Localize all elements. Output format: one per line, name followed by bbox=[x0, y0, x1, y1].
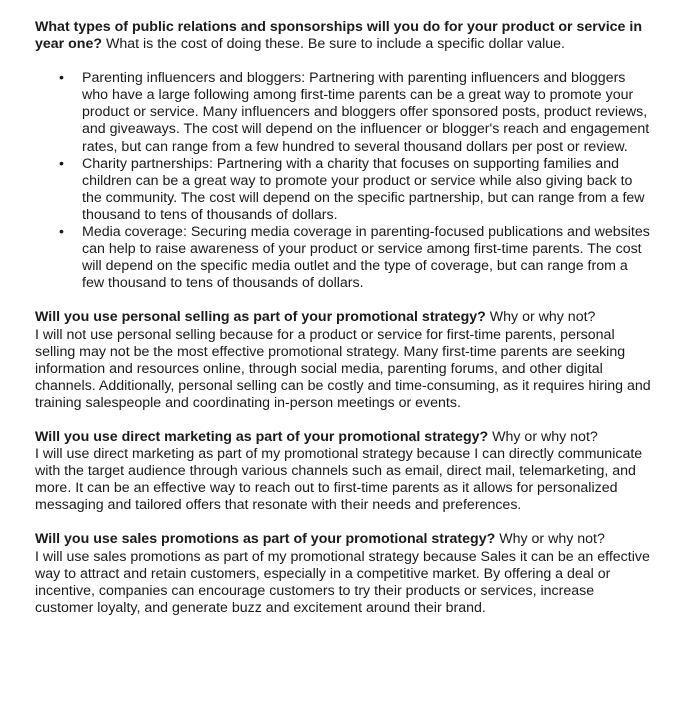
answer-text: I will use sales promotions as part of my promotional strategy because Sales it can be an effective way to attract and retain customers, especially in a competitive market. By offering a deal or incentive, companies can encourage customers to try their products or services, increase customer loyalty, and generate buzz and excitement around their brand. bbox=[35, 548, 650, 616]
question-prompt: Why or why not? bbox=[485, 309, 596, 326]
question-paragraph bbox=[35, 531, 653, 548]
section-direct-marketing bbox=[35, 429, 653, 514]
list-item bbox=[59, 224, 653, 292]
question-paragraph bbox=[35, 309, 653, 326]
bullet-icon: • bbox=[59, 155, 64, 172]
bullet-list bbox=[35, 70, 653, 292]
bullet-icon: • bbox=[59, 70, 64, 87]
answer-text: I will not use personal selling because for a product or service for first-time parents, personal selling may not be the most effective promotional strategy. Many first-time parents are seeking information and resources online, through social media, parenting forums, and other digital channels. Additionally, personal selling can be costly and time-consuming, as it requires hiring and training salespeople and coordinating in-person meetings or events. bbox=[35, 326, 651, 411]
list-item bbox=[59, 155, 653, 224]
section-pr-sponsorships bbox=[35, 19, 653, 292]
list-item-text: Charity partnerships: Partnering with a charity that focuses on supporting families and children can be a great way to promote your product or service while also giving back to the community. The cost will depend on the specific partnership, but can range from a few thousand to tens of thousands of dollars. bbox=[82, 155, 645, 223]
question-heading: Will you use sales promotions as part of your promotional strategy? bbox=[35, 531, 496, 548]
list-item bbox=[59, 70, 653, 155]
question-heading: What types of public relations and sponsorships will you do for your product or service in year one? bbox=[35, 19, 642, 53]
section-personal-selling bbox=[35, 309, 653, 412]
question-heading: Will you use personal selling as part of your promotional strategy? bbox=[35, 309, 486, 326]
list-item-text: Parenting influencers and bloggers: Partnering with parenting influencers and bloggers who have a large following among first-time parents can be a great way to promote your product or service. Many influencers and bloggers offer sponsored posts, product reviews, and giveaways. The cost will depend on the influencer or blogger's reach and engagement rates, but can range from a few hundred to several thousand dollars per post or review. bbox=[82, 70, 650, 155]
question-prompt: What is the cost of doing these. Be sure to include a specific dollar value. bbox=[102, 36, 565, 53]
bullet-icon: • bbox=[59, 224, 64, 241]
section-sales-promotions bbox=[35, 531, 653, 616]
question-paragraph bbox=[35, 19, 653, 53]
question-paragraph bbox=[35, 429, 653, 446]
question-prompt: Why or why not? bbox=[488, 428, 598, 445]
question-prompt: Why or why not? bbox=[495, 531, 605, 548]
answer-text: I will use direct marketing as part of my promotional strategy because I can directly communicate with the target audience through various channels such as email, direct mail, telemarketing, and more. It can be an effective way to reach out to first-time parents as it allows for personalized messaging and tailored offers that resonate with their needs and preferences. bbox=[35, 446, 643, 514]
question-heading: Will you use direct marketing as part of your promotional strategy? bbox=[35, 428, 489, 445]
list-item-text: Media coverage: Securing media coverage in parenting-focused publications and websites can help to raise awareness of your product or service among first-time parents. The cost will depend on the specific media outlet and the type of coverage, but can range from a few thousand to tens of thousands of dollars. bbox=[82, 224, 650, 292]
